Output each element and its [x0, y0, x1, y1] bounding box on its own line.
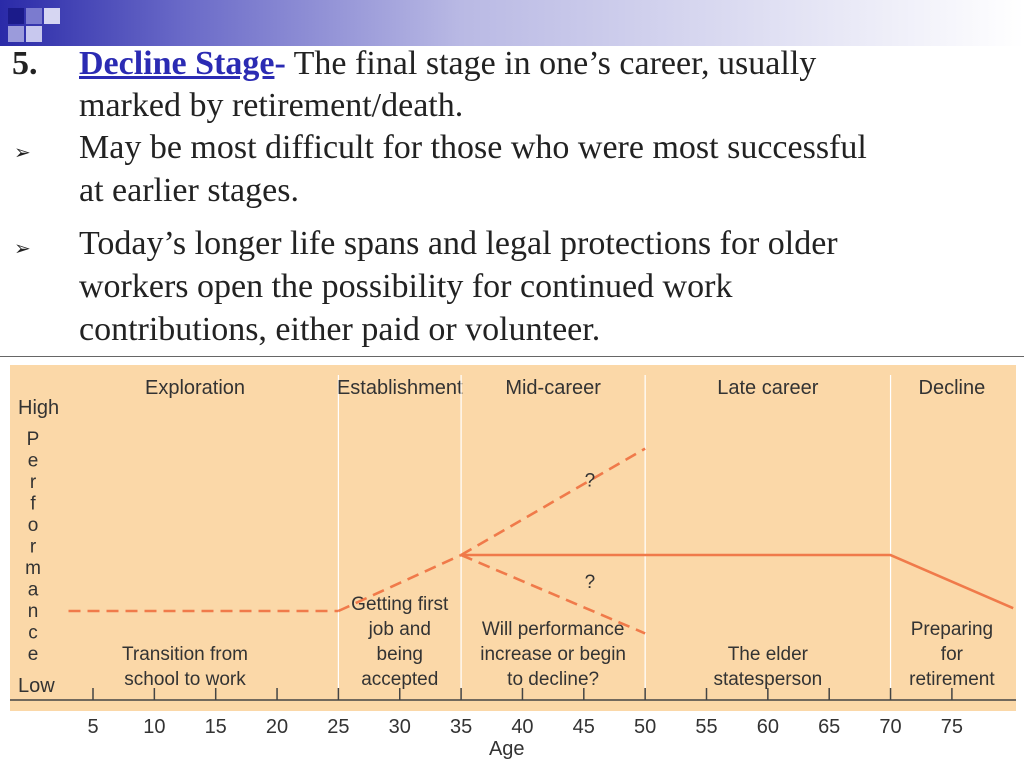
- y-axis-letter: r: [29, 472, 37, 493]
- career-stages-chart: [10, 365, 1016, 760]
- slide-number: 5.: [12, 45, 38, 82]
- bullet-1-line-2: at earlier stages.: [79, 172, 299, 209]
- question-mark-label: ?: [584, 470, 596, 492]
- decor-square: [26, 26, 42, 42]
- x-tick-label: 25: [327, 716, 350, 738]
- x-tick-label: 15: [204, 716, 227, 738]
- y-axis-letter: a: [27, 579, 39, 601]
- stage-label: Late career: [717, 377, 819, 399]
- bullet-2-line-1: Today’s longer life spans and legal protections for older: [79, 225, 838, 262]
- stage-description: statesperson: [713, 669, 823, 690]
- divider-line: [0, 356, 1024, 357]
- y-axis-letter: c: [28, 622, 38, 644]
- stage-description: accepted: [361, 669, 439, 690]
- y-axis-letter: P: [26, 429, 40, 450]
- x-tick-label: 45: [572, 716, 595, 738]
- y-low-label: Low: [18, 675, 55, 697]
- bullet-1-line-1: May be most difficult for those who were most successful: [79, 129, 867, 166]
- stage-label: Establishment: [336, 377, 463, 399]
- y-axis-letter: f: [30, 493, 36, 515]
- question-mark-label: ?: [584, 572, 596, 594]
- y-axis-letter: n: [27, 601, 39, 622]
- stage-description: to decline?: [507, 669, 600, 690]
- y-high-label: High: [18, 397, 60, 419]
- slide-title-link[interactable]: Decline Stage: [79, 45, 275, 82]
- x-tick-label: 35: [449, 716, 473, 738]
- stage-label: Exploration: [144, 377, 246, 399]
- y-axis-letter: o: [27, 515, 39, 536]
- x-tick-label: 5: [87, 716, 99, 738]
- stage-description: for: [940, 644, 963, 665]
- stage-description: retirement: [909, 669, 995, 690]
- x-tick-label: 20: [265, 716, 289, 738]
- y-axis-letter: r: [29, 536, 37, 558]
- x-tick-label: 50: [634, 716, 657, 738]
- stage-description: Preparing: [910, 619, 994, 640]
- decor-square: [8, 26, 24, 42]
- stage-description: Transition from: [122, 644, 249, 665]
- chart-svg: [10, 365, 1016, 760]
- arrow-bullet-icon: ➢: [14, 140, 31, 164]
- stage-description: Will performance: [481, 619, 625, 640]
- x-tick-label: 30: [388, 716, 411, 738]
- series-line: [461, 555, 1013, 608]
- stage-label: Decline: [918, 377, 986, 399]
- bullet-2-line-2: workers open the possibility for continued work: [79, 268, 733, 305]
- decor-square: [8, 8, 24, 24]
- header-gradient-bar: [0, 0, 1024, 46]
- arrow-bullet-icon: ➢: [14, 236, 31, 260]
- x-axis-label: Age: [488, 738, 525, 760]
- intro-line-1: The final stage in one’s career, usually: [285, 45, 817, 82]
- y-axis-letter: e: [27, 644, 39, 665]
- series-line: [461, 449, 645, 555]
- title-dash: -: [274, 45, 286, 82]
- x-tick-label: 40: [511, 716, 534, 738]
- decor-square: [44, 8, 60, 24]
- stage-description: Getting first: [351, 594, 449, 615]
- stage-description: school to work: [124, 669, 246, 690]
- stage-description: increase or begin: [480, 644, 627, 665]
- bullet-2-line-3: contributions, either paid or volunteer.: [79, 311, 601, 348]
- stage-description: job and: [368, 619, 431, 640]
- stage-label: Mid-career: [505, 377, 601, 399]
- x-tick-label: 60: [756, 716, 779, 738]
- x-tick-label: 70: [879, 716, 902, 738]
- y-axis-letter: m: [25, 558, 41, 579]
- stage-description: being: [376, 644, 423, 665]
- x-tick-label: 55: [695, 716, 718, 738]
- intro-line-2: marked by retirement/death.: [79, 87, 464, 124]
- x-tick-label: 10: [143, 716, 166, 738]
- slide-title-line: [79, 44, 816, 84]
- stage-description: The elder: [727, 644, 808, 665]
- y-axis-letter: e: [27, 450, 39, 472]
- x-tick-label: 75: [940, 716, 964, 738]
- decor-square: [26, 8, 42, 24]
- x-tick-label: 65: [818, 716, 841, 738]
